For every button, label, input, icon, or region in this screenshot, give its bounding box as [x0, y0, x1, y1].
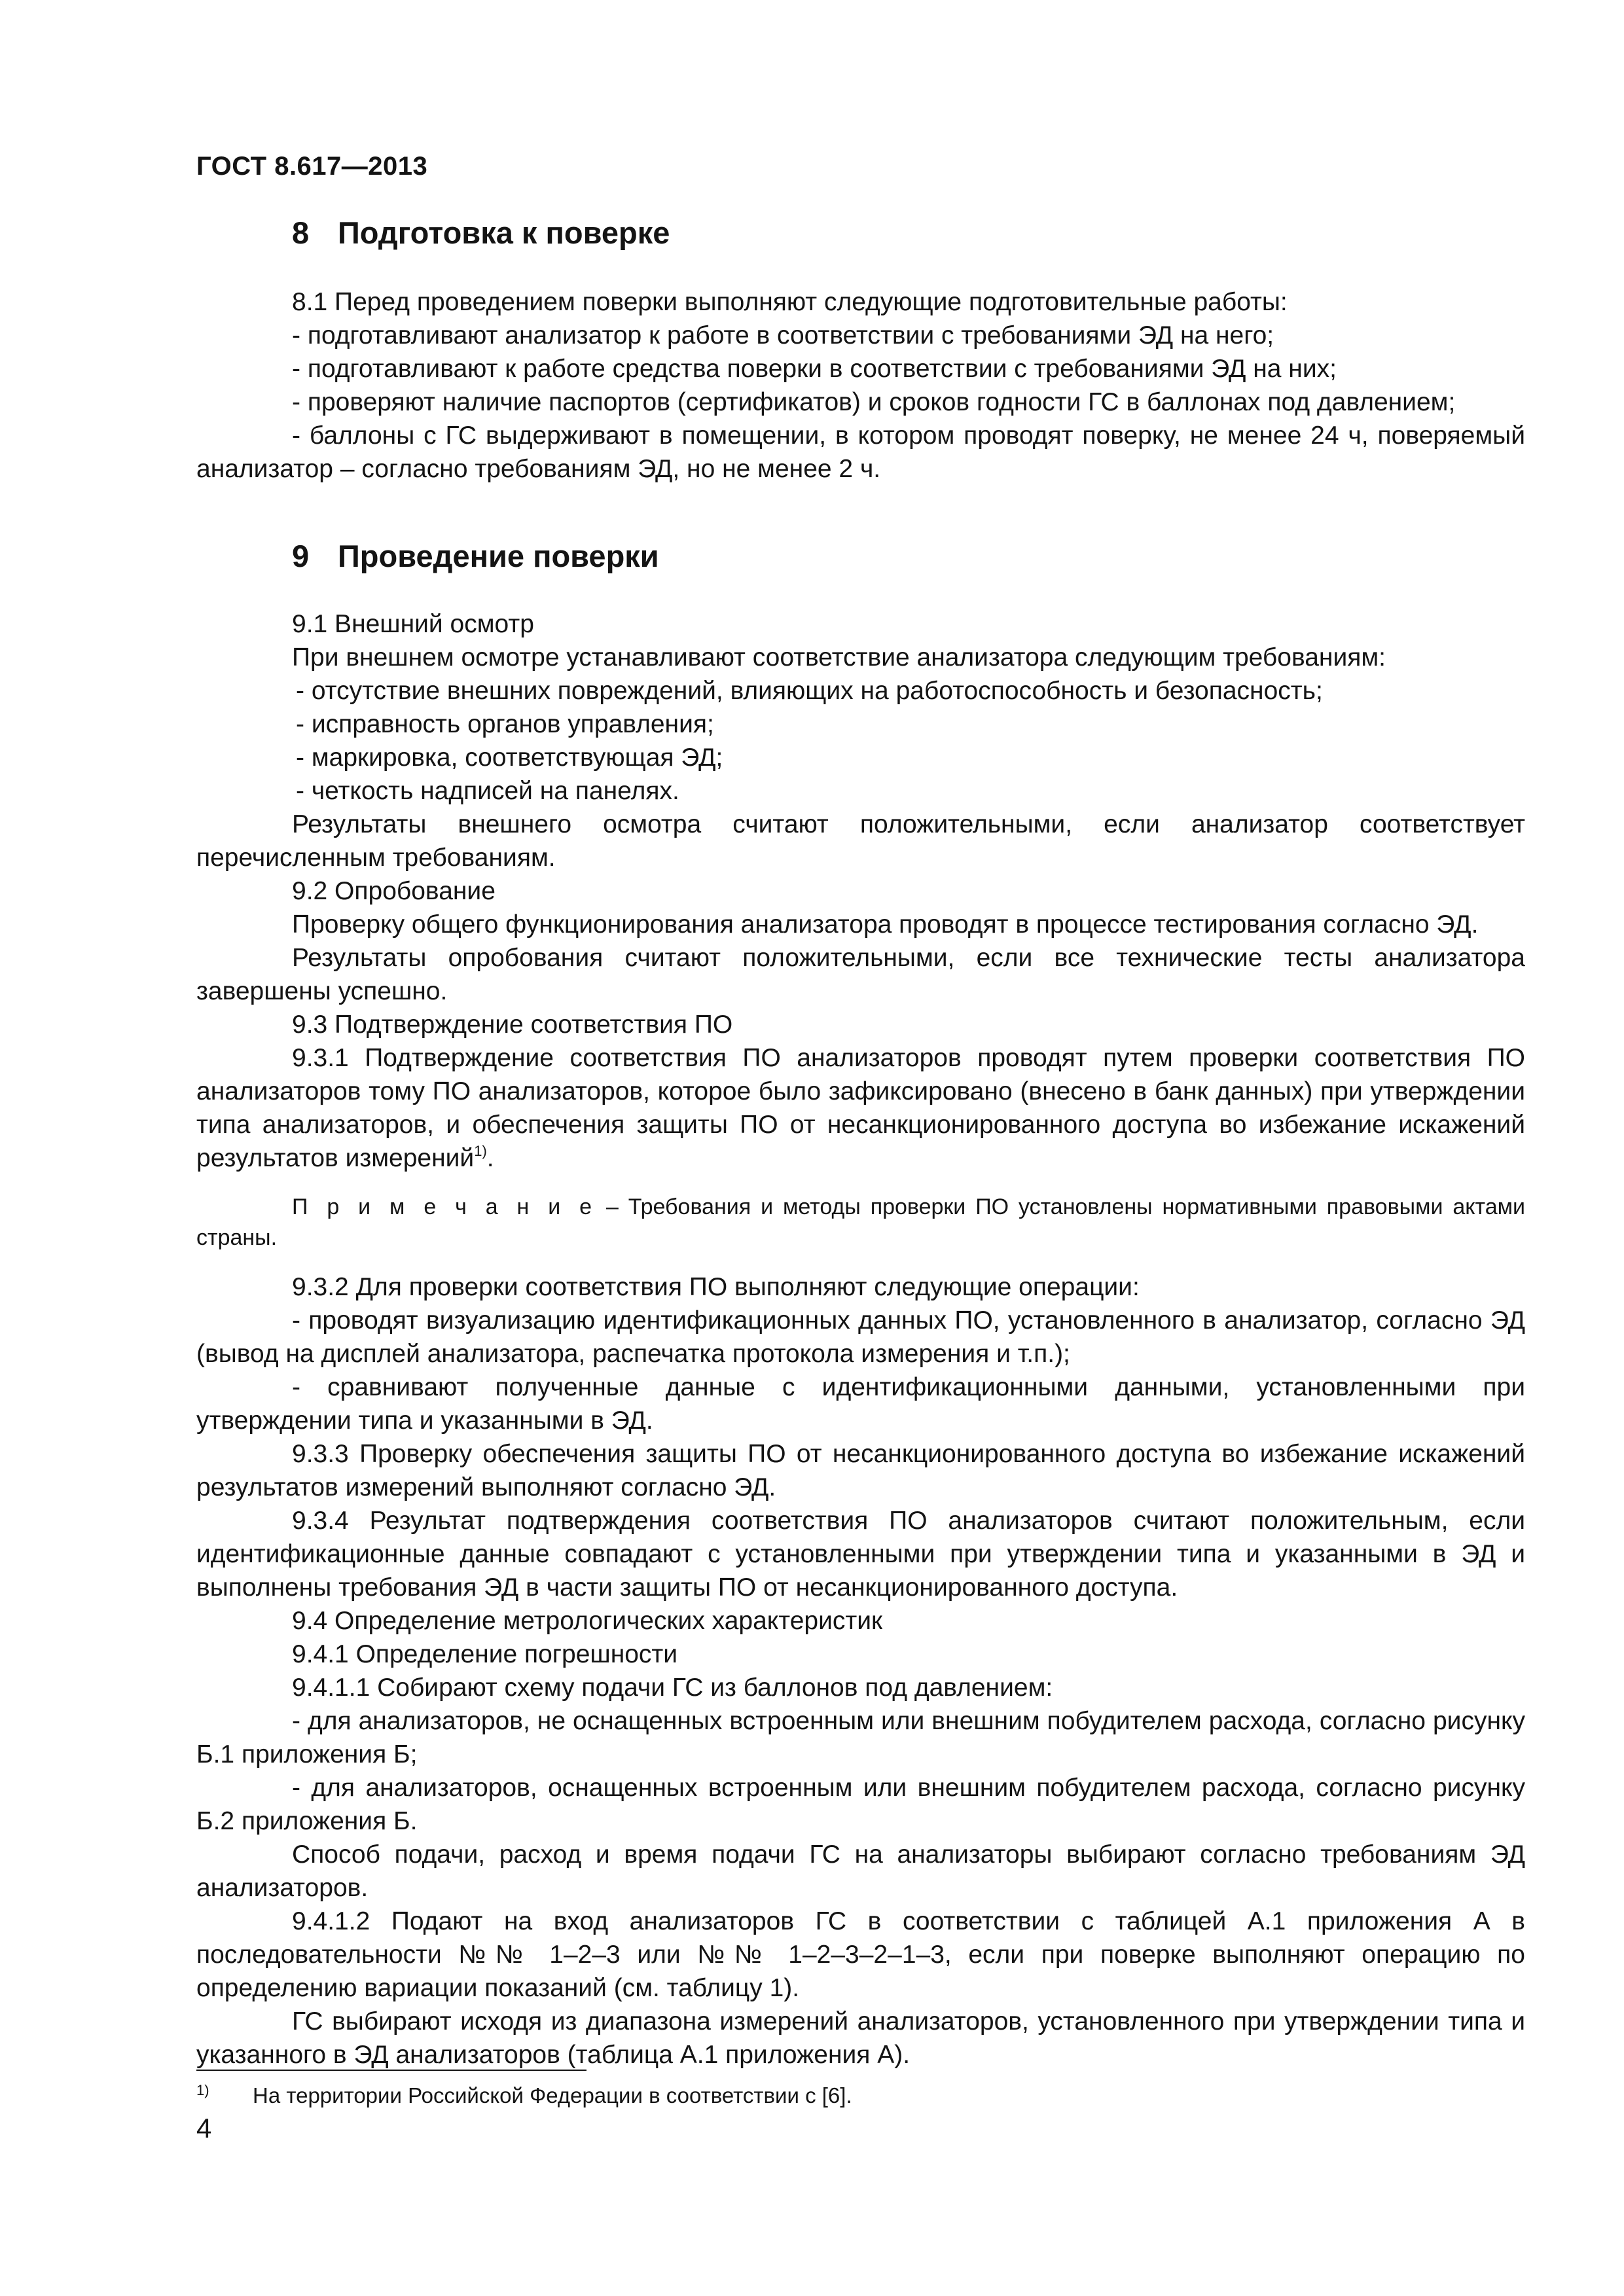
- document-code-header: ГОСТ 8.617—2013: [196, 152, 428, 181]
- subsection-9-3-title: 9.3 Подтверждение соответствия ПО: [292, 1011, 733, 1039]
- footnote-marker: 1): [196, 2082, 209, 2098]
- paragraph: Результаты внешнего осмотра считают положительными, если анализатор соответствует перечисленным требованиям.: [196, 810, 1525, 872]
- list-item: - баллоны с ГС выдерживают в помещении, в котором проводят поверку, не менее 24 ч, поверяемый анализатор – согласно требованиям ЭД, но не менее 2 ч.: [196, 422, 1525, 483]
- subsection-9-4-title: 9.4 Определение метрологических характеристик: [292, 1607, 883, 1635]
- subsection-9-4-1-title: 9.4.1 Определение погрешности: [292, 1640, 678, 1668]
- list-item: - сравнивают полученные данные с идентификационными данными, установленными при утверждении типа и указанными в ЭД.: [196, 1373, 1525, 1435]
- spacer: [196, 1253, 1525, 1270]
- paragraph-9-3-1: [196, 1041, 1525, 1175]
- subsection-9-2-title: 9.2 Опробование: [292, 877, 496, 905]
- paragraph: Способ подачи, расход и время подачи ГС на анализаторы выбирают согласно требованиям ЭД анализаторов.: [196, 1840, 1525, 1902]
- paragraph-9-4-1-2: 9.4.1.2 Подают на вход анализаторов ГС в соответствии с таблицей А.1 приложения А в последовательности №№ 1–2–3 или №№ 1–2–3–2–1–3, если при поверке выполняют операцию по определению вариации показаний (см. таблицу 1).: [196, 1907, 1525, 2002]
- list-item: - отсутствие внешних повреждений, влияющих на работоспособность и безопасность;: [296, 677, 1323, 705]
- paragraph-9-3-2: 9.3.2 Для проверки соответствия ПО выполняют следующие операции:: [292, 1273, 1140, 1301]
- spacer: [196, 1175, 1525, 1192]
- list-item: - четкость надписей на панелях.: [296, 777, 679, 805]
- section-9-title: Проведение поверки: [338, 539, 659, 573]
- section-9-body: [196, 607, 1525, 2072]
- paragraph: ГС выбирают исходя из диапазона измерений анализаторов, установленного при утверждении типа и указанного в ЭД анализаторов (таблица А.1 приложения А).: [196, 2007, 1525, 2069]
- footnote: [196, 2081, 852, 2110]
- page-number: 4: [196, 2113, 212, 2144]
- paragraph-8-1: 8.1 Перед проведением поверки выполняют следующие подготовительные работы:: [292, 288, 1288, 316]
- paragraph-9-3-1-period: .: [486, 1144, 494, 1172]
- note-text: – Требования и методы проверки ПО установлены нормативными правовыми актами страны.: [196, 1194, 1525, 1250]
- list-item: - маркировка, соответствующая ЭД;: [296, 744, 723, 772]
- footnote-separator: [196, 2070, 586, 2071]
- paragraph: Проверку общего функционирования анализатора проводят в процессе тестирования согласно ЭД.: [292, 910, 1479, 939]
- paragraph-9-4-1-1: 9.4.1.1 Собирают схему подачи ГС из баллонов под давлением:: [292, 1674, 1053, 1702]
- section-8-body: [196, 285, 1525, 486]
- list-item: - проверяют наличие паспортов (сертификатов) и сроков годности ГС в баллонах под давлением;: [292, 388, 1456, 416]
- list-item: - для анализаторов, не оснащенных встроенным или внешним побудителем расхода, согласно рисунку Б.1 приложения Б;: [196, 1707, 1525, 1768]
- footnote-reference[interactable]: 1): [474, 1143, 487, 1159]
- subsection-9-1-title: 9.1 Внешний осмотр: [292, 610, 534, 638]
- paragraph-9-3-4: 9.3.4 Результат подтверждения соответствия ПО анализаторов считают положительным, если идентификационные данные совпадают с установленными при утверждении типа и указанными в ЭД и выполнены требования ЭД в части защиты ПО от несанкционированного доступа.: [196, 1507, 1525, 1602]
- paragraph: При внешнем осмотре устанавливают соответствие анализатора следующим требованиям:: [292, 643, 1386, 672]
- list-item: - подготавливают анализатор к работе в соответствии с требованиями ЭД на него;: [292, 321, 1274, 350]
- list-item: - исправность органов управления;: [296, 710, 714, 738]
- section-8-number: 8: [292, 215, 310, 250]
- paragraph-9-3-3: 9.3.3 Проверку обеспечения защиты ПО от несанкционированного доступа во избежание искажений результатов измерений выполняют согласно ЭД.: [196, 1440, 1525, 1501]
- footnote-text: На территории Российской Федерации в соответствии с [6].: [253, 2083, 852, 2108]
- list-item: - для анализаторов, оснащенных встроенным или внешним побудителем расхода, согласно рисунку Б.2 приложения Б.: [196, 1774, 1525, 1835]
- note-label: П р и м е ч а н и е: [292, 1194, 597, 1219]
- list-item: - подготавливают к работе средства поверки в соответствии с требованиями ЭД на них;: [292, 355, 1337, 383]
- paragraph: Результаты опробования считают положительными, если все технические тесты анализатора завершены успешно.: [196, 944, 1525, 1005]
- section-8-heading: [292, 215, 670, 251]
- section-8-title: Подготовка к поверке: [338, 215, 670, 250]
- section-9-number: 9: [292, 539, 310, 573]
- list-item: - проводят визуализацию идентификационных данных ПО, установленного в анализатор, согласно ЭД (вывод на дисплей анализатора, распечатка протокола измерения и т.п.);: [196, 1306, 1525, 1368]
- section-9-heading: [292, 538, 659, 574]
- note-paragraph: [196, 1192, 1525, 1253]
- paragraph-9-3-1-text: 9.3.1 Подтверждение соответствия ПО анализаторов проводят путем проверки соответствия ПО анализаторов тому ПО анализаторов, которое было зафиксировано (внесено в банк данных) при утверждении типа анализаторов, и обеспечения защиты ПО от несанкционированного доступа во избежание искажений результатов измерений: [196, 1044, 1525, 1172]
